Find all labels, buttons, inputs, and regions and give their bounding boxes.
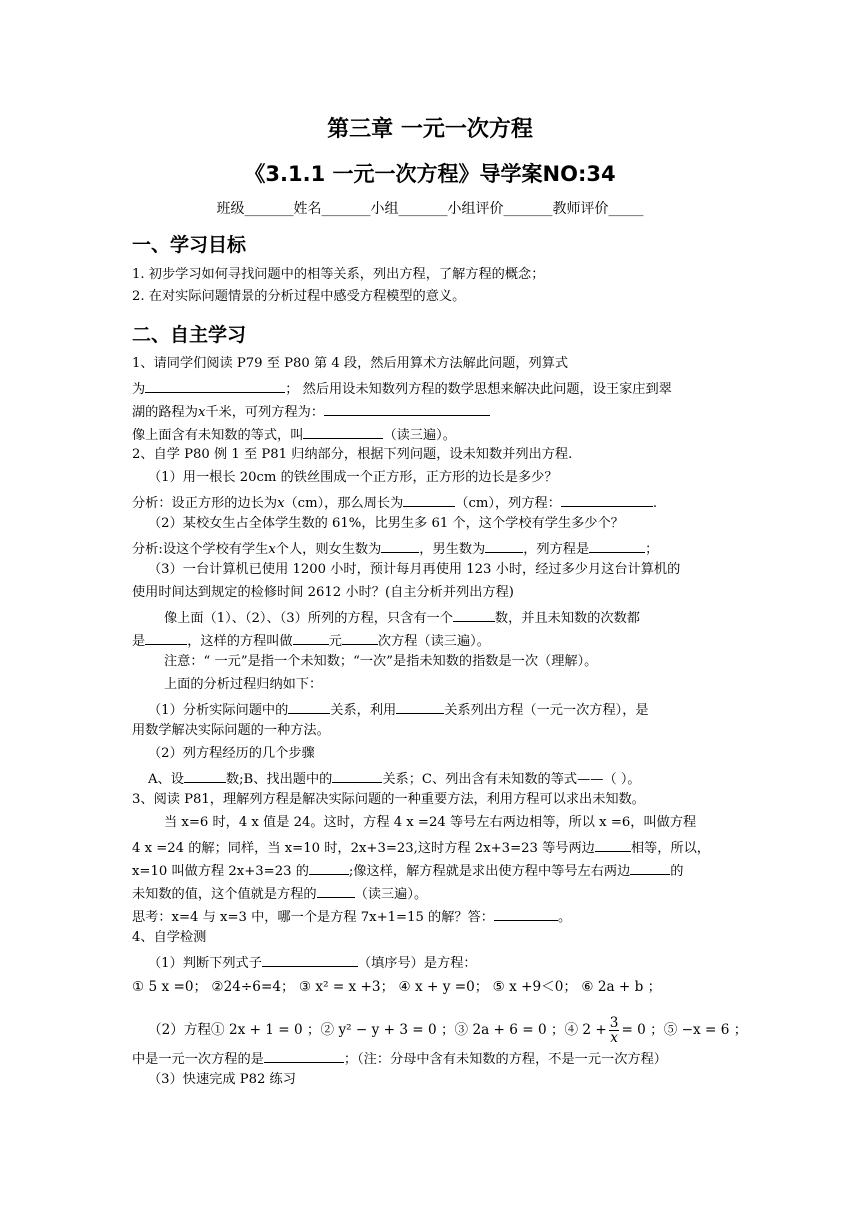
para-3-line-2: 4 x =24 的解；同样，当 x=10 时，2x+3=23,这时方程 2x+3=23 等号两边 相等，所以， [132, 837, 710, 858]
para-3-line-3: x=10 叫做方程 2x+3=23 的 ;像这样，解方程就是求出使方程中等号左右两边 的 [132, 860, 683, 881]
summary-intro: 上面的分析过程归纳如下： [164, 677, 323, 692]
blank [145, 630, 187, 645]
summary-line-2: 是 ，这样的方程叫做 元 次方程（读三遍）。 [132, 630, 490, 651]
para-2-intro: 2、自学 P80 例 1 至 P81 归纳部分，根据下列问题，设未知数并列出方程. [132, 447, 573, 462]
blank [324, 401, 490, 416]
blank [264, 1048, 344, 1063]
steps-line: A、设 数;B、找出题中的 关系；C、列出含有未知数的等式——（ ）。 [148, 768, 641, 789]
student-info-line: 班级_______姓名_______小组_______小组评价_______教师评价_____ [216, 201, 644, 217]
blank [303, 424, 383, 439]
blank [453, 607, 495, 622]
summary-line-1: 像上面（1）、（2）、（3）所列的方程，只含有一个 数，并且未知数的次数都 [164, 607, 640, 628]
summary-step-1: （1）分析实际问题中的 关系，利用 关系列出方程（一元一次方程），是 [148, 699, 649, 720]
objective-1: 1. 初步学习如何寻找问题中的相等关系，列出方程，了解方程的概念； [132, 267, 545, 282]
blank [293, 630, 329, 645]
para-4-intro: 4、自学检测 [132, 930, 207, 945]
lesson-title: 《3.1.1 一元一次方程》导学案NO:34 [244, 162, 616, 186]
blank [317, 883, 355, 898]
blank [145, 378, 285, 393]
para-1-line-2: 为 ； 然后用设未知数列方程的数学思想来解决此问题，设王家庄到翠 [132, 378, 672, 399]
section-heading-objectives: 一、学习目标 [132, 234, 247, 256]
para-3-intro: 3、阅读 P81，理解列方程是解决实际问题的一种重要方法，利用方程可以求出未知数。 [132, 792, 645, 807]
blank [262, 952, 358, 967]
para-1-line-3: 湖的路程为x千米，可列方程为： [132, 401, 490, 422]
check-3: （3）快速完成 P82 练习 [148, 1072, 296, 1087]
analysis-1: 分析：设正方形的边长为x（cm），那么周长为 （cm），列方程： . [132, 492, 657, 513]
blank [403, 492, 455, 507]
analysis-2: 分析:设这个学校有学生x个人，则女生数为 ，男生数为 ，列方程是 ； [132, 538, 658, 559]
para-3-line-4: 未知数的值，这个值就是方程的 （读三遍）。 [132, 883, 427, 904]
question-3-line-1: （3）一台计算机已使用 1200 小时，预计每月再使用 123 小时，经过多少月这台计算机的 [148, 562, 681, 577]
summary-step-1-cont: 用数学解决实际问题的一种方法。 [132, 723, 330, 738]
objective-2: 2. 在对实际问题情景的分析过程中感受方程模型的意义。 [132, 289, 466, 304]
note-line: 注意：“ 一元”是指一个未知数；“一次”是指未知数的指数是一次（理解）。 [164, 654, 598, 669]
blank [561, 492, 653, 507]
para-1-line-1: 1、请同学们阅读 P79 至 P80 第 4 段，然后用算术方法解此问题，列算式 [132, 356, 569, 371]
check-2-equations: （2）方程① 2x + 1 = 0 ；② y² − y + 3 = 0 ；③ 2a + 6 = 0 ；④ 2 + $\frac{3}{x}$ = 0 ；⑤ −x = 6 ； [148, 1015, 748, 1046]
blank [630, 860, 670, 875]
blank [589, 538, 645, 553]
chapter-title: 第三章 一元一次方程 [327, 117, 533, 142]
blank [184, 768, 226, 783]
check-1: （1）判断下列式子 （填序号）是方程： [148, 952, 477, 973]
para-3-line-1: 当 x=6 时，4 x 值是 24。这时，方程 4 x =24 等号左右两边相等，所以 x =6，叫做方程 [164, 815, 697, 830]
blank [288, 699, 330, 714]
blank [332, 768, 382, 783]
blank [396, 699, 444, 714]
blank [342, 630, 378, 645]
question-3-line-2: 使用时间达到规定的检修时间 2612 小时？(自主分析并列出方程) [132, 585, 514, 600]
blank [309, 860, 349, 875]
check-2-question: 中是一元一次方程的是 ；（注：分母中含有未知数的方程，不是一元一次方程） [132, 1048, 667, 1069]
check-1-expressions: ① 5 x =0； ②24÷6=4； ③ x² = x +3； ④ x + y =0； ⑤ x +9＜0； ⑥ 2a + b ； [132, 979, 662, 995]
blank [485, 538, 523, 553]
blank [381, 538, 419, 553]
blank [595, 837, 631, 852]
question-2: （2）某校女生占全体学生数的 61%，比男生多 61 个，这个学校有学生多少个？ [148, 516, 624, 531]
think-question: 思考：x=4 与 x=3 中，哪一个是方程 7x+1=15 的解？答： 。 [132, 906, 571, 927]
para-1-line-4: 像上面含有未知数的等式，叫 （读三遍）。 [132, 424, 456, 445]
fraction: $\frac{3}{x}$ [609, 1015, 619, 1046]
blank [494, 906, 558, 921]
question-1: （1）用一根长 20cm 的铁丝围成一个正方形，正方形的边长是多少？ [148, 470, 558, 485]
section-heading-self-study: 二、自主学习 [132, 324, 247, 346]
summary-step-2: （2）列方程经历的几个步骤 [148, 746, 315, 761]
